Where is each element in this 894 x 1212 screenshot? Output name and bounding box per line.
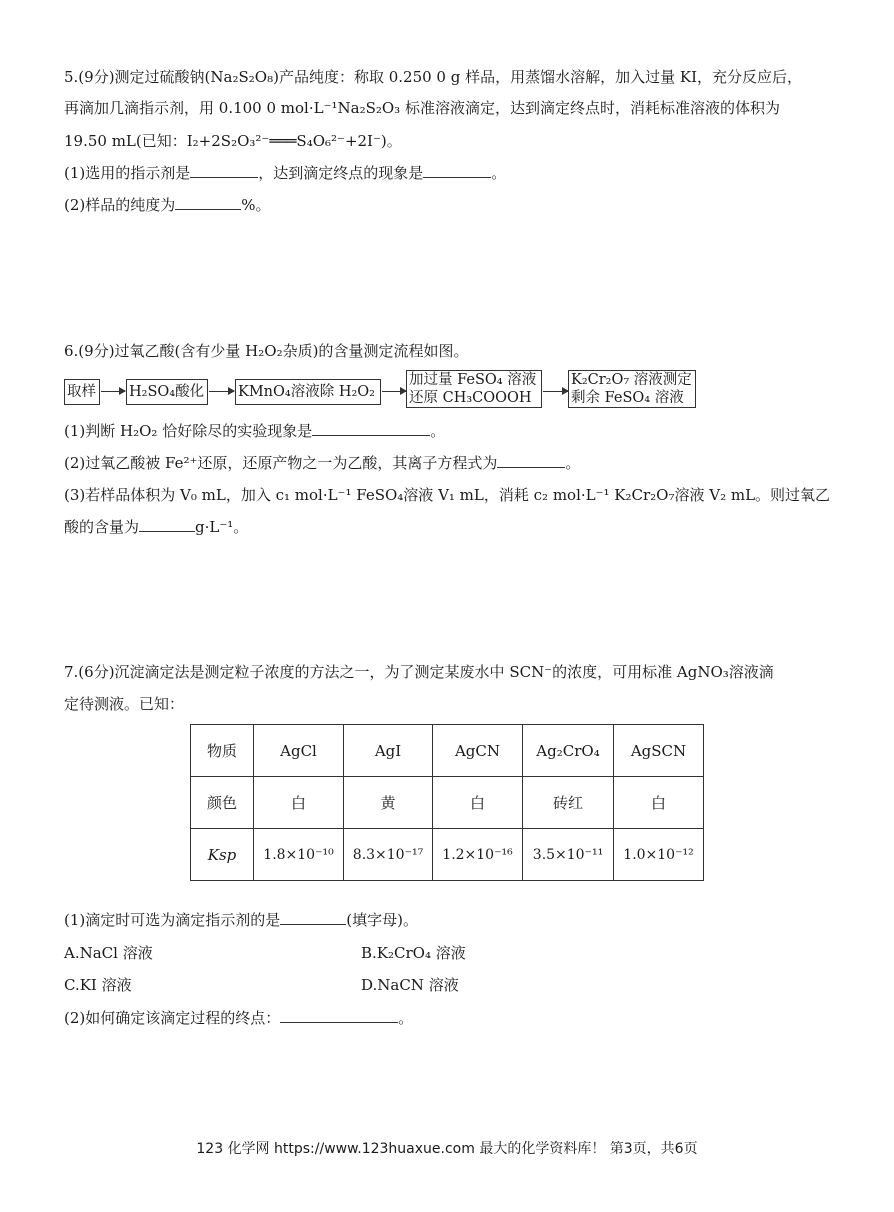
table-cell: 黄 [344, 777, 433, 829]
flow-box-titrate [568, 370, 696, 408]
q5-sub1 [64, 162, 506, 184]
table-cell: AgCN [433, 725, 523, 777]
q6-answer-blank-3 [139, 517, 195, 532]
q6-sub3-line1: (3)若样品体积为 V₀ mL，加入 c₁ mol·L⁻¹ FeSO₄溶液 V₁ mL，消耗 c₂ mol·L⁻¹ K₂Cr₂O₇溶液 V₂ mL。则过氧乙 [64, 486, 831, 504]
q6-sub3-text-a: 酸的含量为 [64, 518, 140, 536]
flow-box-remove-h2o2: KMnO₄溶液除 H₂O₂ [235, 379, 381, 405]
q5-answer-blank-3 [175, 195, 241, 210]
flow-arrow-1 [101, 391, 125, 392]
q7-answer-blank-2 [280, 1008, 398, 1023]
q7-option-a: A.NaCl 溶液 [64, 944, 153, 962]
flow-arrow-4 [543, 391, 568, 392]
q7-option-b: B.K₂CrO₄ 溶液 [361, 944, 466, 962]
q6-sub3-line2 [64, 516, 248, 538]
q7-answer-blank-1 [280, 910, 346, 925]
row-header-ksp: Ksp [191, 829, 254, 881]
q7-sub1-text-b: (填字母)。 [346, 911, 418, 929]
flow-box-sampling: 取样 [64, 379, 100, 405]
table-cell: Ag₂CrO₄ [523, 725, 614, 777]
q7-sub2 [64, 1007, 413, 1029]
q7-line2: 定待测液。已知： [64, 695, 185, 713]
table-row-substance [191, 725, 704, 777]
table-cell: 8.3×10⁻¹⁷ [344, 829, 433, 881]
q6-sub1-text-a: (1)判断 H₂O₂ 恰好除尽的实验现象是 [64, 422, 313, 440]
table-cell: 3.5×10⁻¹¹ [523, 829, 614, 881]
q5-answer-blank-2 [423, 163, 491, 178]
flow-box-acidify: H₂SO₄酸化 [126, 379, 208, 405]
table-cell: 1.8×10⁻¹⁰ [254, 829, 344, 881]
q5-sub1-text-b: ，达到滴定终点的现象是 [258, 164, 424, 182]
q5-sub2 [64, 194, 271, 216]
row-header-substance: 物质 [191, 725, 254, 777]
table-row-color [191, 777, 704, 829]
table-cell: AgSCN [614, 725, 704, 777]
q5-sub2-text-a: (2)样品的纯度为 [64, 196, 176, 214]
table-cell: 白 [614, 777, 704, 829]
q6-sub2-text-b: 。 [565, 454, 581, 472]
flow-box-reduce [406, 370, 542, 408]
q5-sub1-text-a: (1)选用的指示剂是 [64, 164, 191, 182]
page-footer: 123 化学网 https://www.123huaxue.com 最大的化学资料库！ 第3页，共6页 [196, 1141, 698, 1157]
flow-box-titrate-line1: K₂Cr₂O₇ 溶液测定 [571, 372, 692, 388]
q6-sub1-text-b: 。 [430, 422, 446, 440]
q5-sub2-text-b: %。 [241, 196, 271, 214]
q6-answer-blank-1 [312, 421, 430, 436]
table-cell: 1.2×10⁻¹⁶ [433, 829, 523, 881]
q6-line1: 6.(9分)过氧乙酸(含有少量 H₂O₂杂质)的含量测定流程如图。 [64, 342, 469, 360]
q6-answer-blank-2 [497, 453, 565, 468]
q5-line1: 5.(9分)测定过硫酸钠(Na₂S₂O₈)产品纯度：称取 0.250 0 g 样品，用蒸馏水溶解，加入过量 KI，充分反应后， [64, 68, 803, 86]
q7-sub1-text-a: (1)滴定时可选为滴定指示剂的是 [64, 911, 281, 929]
table-cell: 白 [254, 777, 344, 829]
q5-line2: 再滴加几滴指示剂，用 0.100 0 mol·L⁻¹Na₂S₂O₃ 标准溶液滴定，达到滴定终点时，消耗标准溶液的体积为 [64, 99, 780, 117]
q7-sub1 [64, 909, 418, 931]
q6-sub3-text-b: g·L⁻¹。 [195, 518, 249, 536]
flow-arrow-2 [209, 391, 234, 392]
table-cell: 1.0×10⁻¹² [614, 829, 704, 881]
table-cell: AgCl [254, 725, 344, 777]
flow-arrow-3 [382, 391, 406, 392]
flow-box-titrate-line2: 剩余 FeSO₄ 溶液 [571, 390, 684, 406]
q7-sub2-text-a: (2)如何确定该滴定过程的终点： [64, 1009, 281, 1027]
q5-sub1-text-c: 。 [491, 164, 507, 182]
table-row-ksp [191, 829, 704, 881]
q5-line3: 19.50 mL(已知：I₂+2S₂O₃²⁻═══S₄O₆²⁻+2I⁻)。 [64, 132, 402, 150]
q6-sub2-text-a: (2)过氧乙酸被 Fe²⁺还原，还原产物之一为乙酸，其离子方程式为 [64, 454, 498, 472]
q6-sub2 [64, 452, 580, 474]
table-cell: AgI [344, 725, 433, 777]
flow-box-reduce-line1: 加过量 FeSO₄ 溶液 [409, 372, 537, 388]
q7-option-c: C.KI 溶液 [64, 976, 132, 994]
table-cell: 白 [433, 777, 523, 829]
q7-sub2-text-b: 。 [398, 1009, 414, 1027]
q7-option-d: D.NaCN 溶液 [361, 976, 459, 994]
row-header-color: 颜色 [191, 777, 254, 829]
table-cell: 砖红 [523, 777, 614, 829]
flow-box-reduce-line2: 还原 CH₃COOOH [409, 390, 532, 406]
ksp-table [190, 724, 704, 881]
q6-sub1 [64, 420, 445, 442]
q7-line1: 7.(6分)沉淀滴定法是测定粒子浓度的方法之一，为了测定某废水中 SCN⁻的浓度，可用标准 AgNO₃溶液滴 [64, 663, 774, 681]
q5-answer-blank-1 [190, 163, 258, 178]
